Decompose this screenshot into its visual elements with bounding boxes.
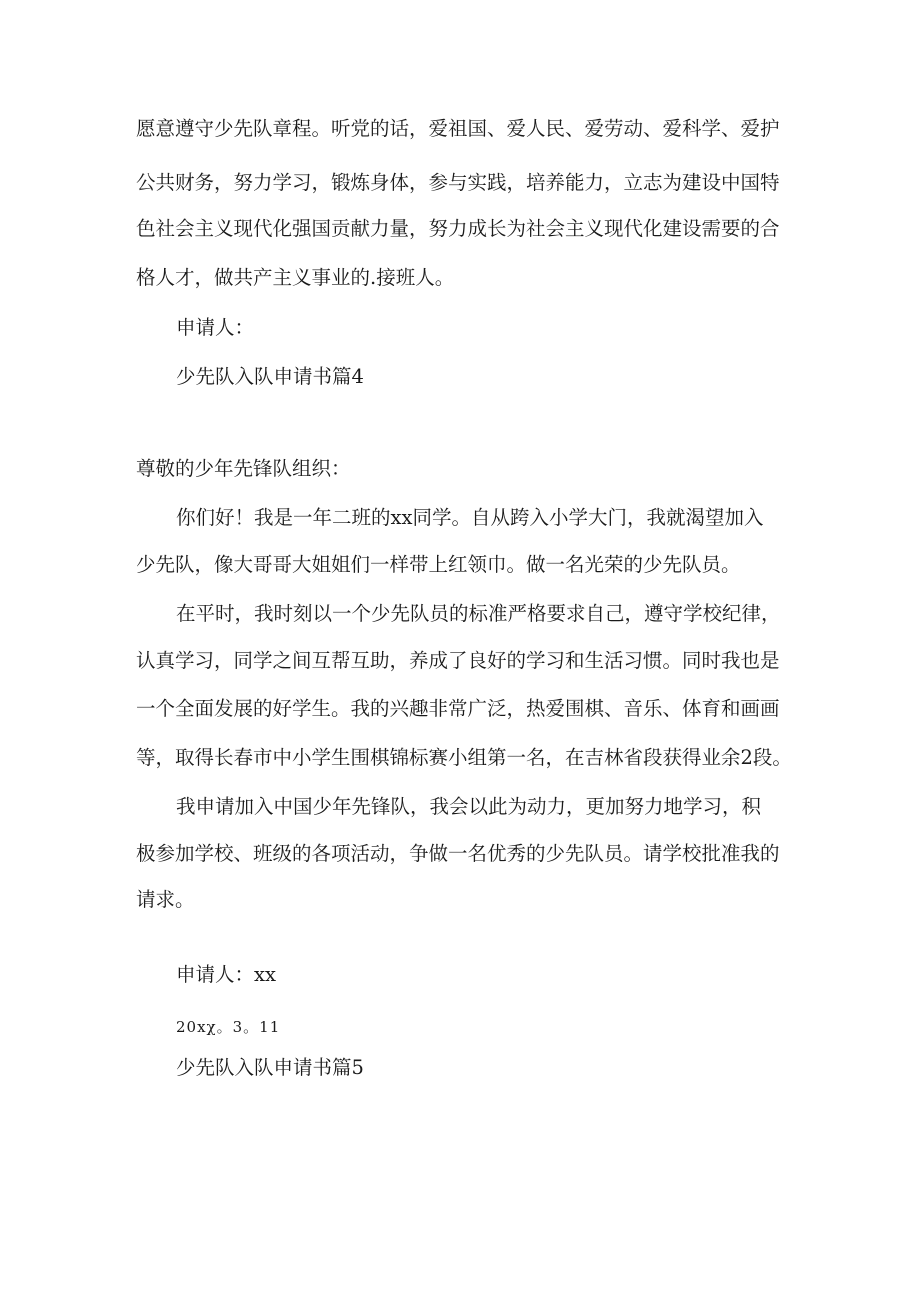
paragraph-line: 你们好！我是一年二班的xx同学。自从跨入小学大门，我就渴望加入 bbox=[176, 506, 764, 529]
paragraph-line: 公共财务，努力学习，锻炼身体，参与实践，培养能力，立志为建设中国特 bbox=[136, 171, 780, 194]
paragraph-line: 我申请加入中国少年先锋队，我会以此为动力，更加努力地学习，积 bbox=[176, 795, 762, 818]
paragraph-line: 愿意遵守少先队章程。听党的话，爱祖国、爱人民、爱劳动、爱科学、爱护 bbox=[136, 117, 780, 140]
section-title: 少先队入队申请书篇5 bbox=[176, 1056, 364, 1079]
paragraph-line: 认真学习，同学之间互帮互助，养成了良好的学习和生活习惯。同时我也是 bbox=[136, 649, 780, 672]
paragraph-line: 请求。 bbox=[136, 888, 195, 911]
paragraph-line: 极参加学校、班级的各项活动，争做一名优秀的少先队员。请学校批准我的 bbox=[136, 842, 780, 865]
paragraph-line: 一个全面发展的好学生。我的兴趣非常广泛，热爱围棋、音乐、体育和画画 bbox=[136, 697, 780, 720]
paragraph-line: 在平时，我时刻以一个少先队员的标准严格要求自己，遵守学校纪律， bbox=[176, 602, 781, 625]
paragraph-line: 等，取得长春市中小学生围棋锦标赛小组第一名，在吉林省段获得业余2段。 bbox=[136, 746, 792, 769]
signature-label: 申请人：xx bbox=[176, 963, 276, 986]
section-title: 少先队入队申请书篇4 bbox=[176, 365, 364, 388]
salutation: 尊敬的少年先锋队组织： bbox=[136, 457, 351, 480]
date-text: 20xχ。3。11 bbox=[176, 1018, 281, 1036]
paragraph-line: 格人才，做共产主义事业的.接班人。 bbox=[136, 266, 455, 289]
paragraph-line: 色社会主义现代化强国贡献力量，努力成长为社会主义现代化建设需要的合 bbox=[136, 217, 780, 240]
signature-label: 申请人： bbox=[176, 316, 255, 339]
paragraph-line: 少先队，像大哥哥大姐姐们一样带上红领巾。做一名光荣的少先队员。 bbox=[136, 553, 741, 576]
